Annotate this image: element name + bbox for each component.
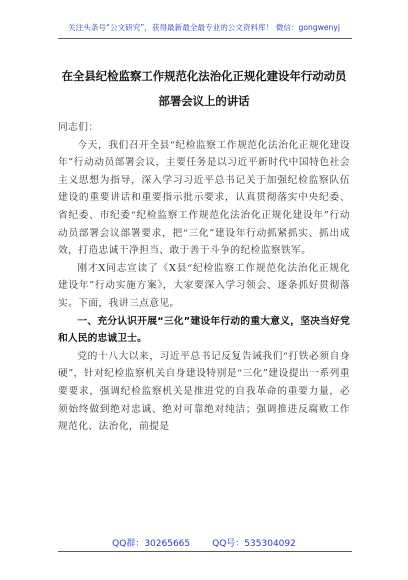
paragraph: 党的十八大以来，习近平总书记反复告诫我们“打铁必须自身硬”，针对纪检监察机关自身建设特别是“三化”建设提出一系列重要要求，强调纪检监察机关是推进党的自我革命的重要力量，必须始终做到绝对忠诚、绝对可靠绝对纯洁；强调推进反腐败工作规范化、法治化，前提是	[58, 350, 350, 433]
top-banner: 关注头条号“公文研究”，获得最新最全最专业的公文资料库！ 微信：gongwenyj	[68, 23, 340, 32]
qq-number: QQ号：535304092	[212, 539, 296, 549]
salutation: 同志们：	[58, 122, 99, 133]
qq-group: QQ群：30265665	[112, 539, 191, 549]
top-divider	[58, 38, 352, 39]
paragraph: 今天，我们召开全县“纪检监察工作规范化法治化正规化建设年”行动动员部署会议，主要任务是以习近平新时代中国特色社会主义思想为指导，深入学习习近平总书记关于加强纪检监察队伍建设的重要讲话和重要指示批示要求，认真贯彻落实中央纪委、省纪委、市纪委“纪检监察工作规范化法治化正规化建设年”行动动员部署会议部署要求，把“三化”建设年行动抓紧抓实、抓出成效，打造忠诚干净担当、敢于善于斗争的纪检监察铁军。	[58, 139, 350, 257]
document-title-line-1: 在全县纪检监察工作规范化法治化正规化建设年行动动员	[61, 69, 347, 83]
document-title-line-2: 部署会议上的讲话	[158, 94, 250, 108]
section-heading: 一、充分认识开展“三化”建设年行动的重大意义，坚决当好党和人民的忠诚卫士。	[58, 315, 350, 345]
paragraph: 刚才X同志宣读了《X县“纪检监察工作规范化法治化正规化建设年”行动实施方案》，大家要深入学习领会、逐条抓好贯彻落实。下面，我讲三点意见。	[58, 262, 350, 309]
footer-divider	[58, 551, 352, 552]
body-text	[58, 119, 350, 436]
footer-contact	[0, 536, 408, 549]
